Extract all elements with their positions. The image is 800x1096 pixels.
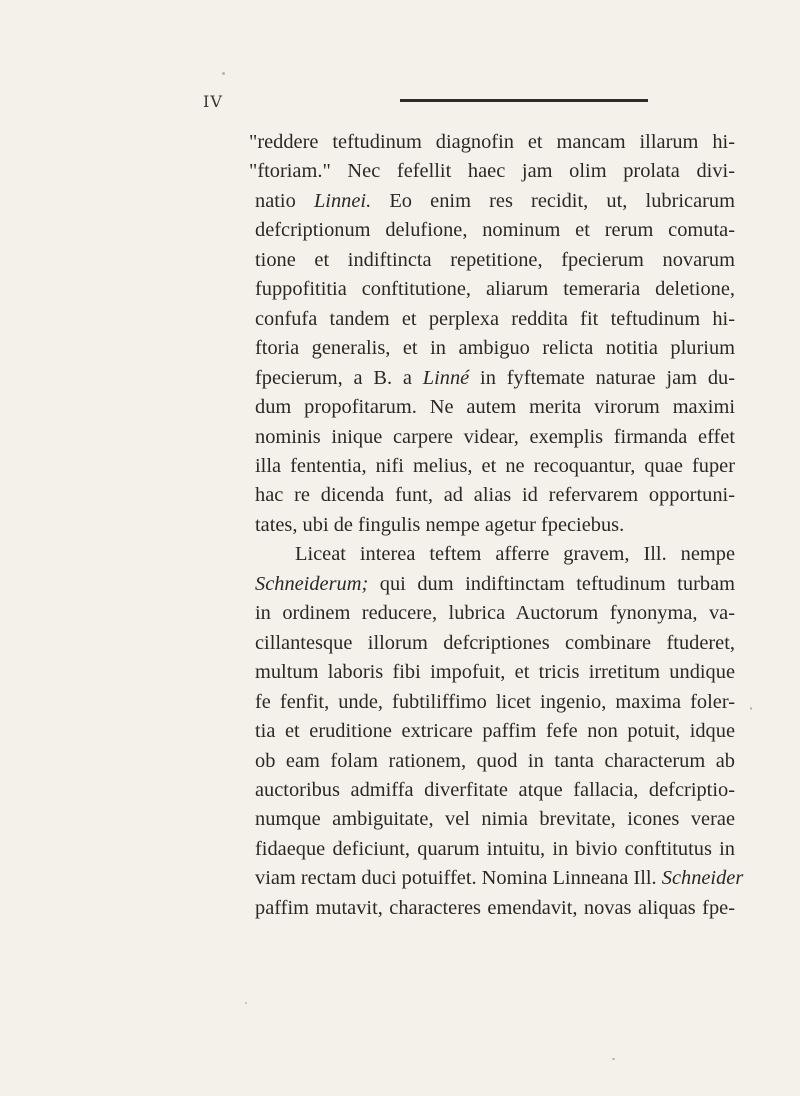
text-segment: numque ambiguitate, vel nimia brevitate, icones verae bbox=[255, 808, 735, 831]
text-line bbox=[255, 688, 735, 717]
text-segment: dum propofitarum. Ne autem merita virorum maximi bbox=[255, 396, 735, 419]
text-segment: viam rectam duci potuiffet. Nomina Linneana Ill. bbox=[255, 867, 662, 890]
text-line bbox=[255, 481, 735, 510]
text-line bbox=[255, 864, 744, 893]
text-line bbox=[255, 423, 735, 452]
text-segment: tione et indiftincta repetitione, fpecierum novarum bbox=[255, 248, 735, 271]
text-segment: fpecierum, a B. a bbox=[255, 366, 423, 389]
text-line bbox=[255, 835, 735, 864]
text-line bbox=[255, 275, 735, 304]
text-segment: hac re dicenda funt, ad alias id refervarem opportuni- bbox=[255, 484, 735, 507]
text-line bbox=[255, 187, 735, 216]
text-segment: ftoria generalis, et in ambiguo relicta notitia plurium bbox=[255, 337, 735, 360]
text-line bbox=[255, 364, 735, 393]
text-line bbox=[255, 599, 735, 628]
text-line bbox=[255, 658, 735, 687]
text-segment: illa fententia, nifi melius, et ne recoquantur, quae fuper bbox=[255, 454, 735, 477]
text-segment: tates, ubi de fingulis nempe agetur fpeciebus. bbox=[255, 513, 625, 536]
text-line bbox=[255, 776, 735, 805]
text-segment: fidaeque deficiunt, quarum intuitu, in bivio conftitutus in bbox=[255, 837, 735, 860]
text-segment: nominis inique carpere videar, exemplis firmanda effet bbox=[255, 425, 735, 448]
italic-name: Linné bbox=[422, 366, 470, 389]
body-text bbox=[249, 128, 744, 923]
paper-speck bbox=[612, 1058, 615, 1060]
header-rule bbox=[400, 99, 648, 102]
paper-speck bbox=[222, 72, 225, 75]
italic-name: Schneiderum; bbox=[255, 572, 369, 595]
text-segment: natio bbox=[255, 189, 314, 212]
text-line bbox=[255, 216, 735, 245]
page-number: IV bbox=[203, 92, 223, 111]
text-line bbox=[255, 540, 735, 569]
text-line bbox=[255, 246, 735, 275]
text-line bbox=[255, 717, 735, 746]
text-line bbox=[255, 452, 735, 481]
text-segment: confufa tandem et perplexa reddita fit teftudinum hi- bbox=[255, 307, 735, 330]
text-segment: tia et eruditione extricare paffim fefe non potuit, idque bbox=[255, 720, 735, 743]
text-segment: "ftoriam." Nec fefellit haec jam olim prolata divi- bbox=[249, 160, 735, 183]
text-line bbox=[255, 334, 735, 363]
text-line bbox=[255, 393, 735, 422]
italic-name: Schneider bbox=[661, 867, 744, 890]
text-segment: multum laboris fibi impofuit, et tricis irretitum undique bbox=[255, 661, 735, 684]
text-line bbox=[255, 305, 735, 334]
text-segment: cillantesque illorum defcriptiones combinare ftuderet, bbox=[255, 631, 735, 654]
text-segment: defcriptionum delufione, nominum et rerum comuta- bbox=[255, 219, 735, 242]
text-line bbox=[255, 805, 735, 834]
text-segment: ob eam folam rationem, quod in tanta characterum ab bbox=[255, 749, 735, 772]
text-segment: in fyftemate naturae jam du- bbox=[469, 366, 735, 389]
text-line bbox=[249, 128, 735, 157]
text-segment: paffim mutavit, characteres emendavit, novas aliquas fpe- bbox=[255, 896, 735, 919]
text-line bbox=[255, 629, 735, 658]
text-line bbox=[249, 157, 735, 186]
text-segment: Liceat interea teftem afferre gravem, Ill. nempe bbox=[295, 543, 735, 566]
paper-speck bbox=[750, 707, 752, 710]
text-line bbox=[255, 747, 735, 776]
text-segment: in ordinem reducere, lubrica Auctorum fynonyma, va- bbox=[255, 602, 735, 625]
text-segment: Eo enim res recidit, ut, lubricarum bbox=[371, 189, 735, 212]
text-line bbox=[255, 894, 735, 923]
text-segment: fuppofititia conftitutione, aliarum temeraria deletione, bbox=[255, 278, 735, 301]
text-segment: fe fenfit, unde, fubtiliffimo licet ingenio, maxima foler- bbox=[255, 690, 735, 713]
text-segment: qui dum indiftinctam teftudinum turbam bbox=[368, 572, 735, 595]
text-line bbox=[255, 511, 735, 540]
paper-speck bbox=[245, 1002, 247, 1004]
text-segment: auctoribus admiffa diverfitate atque fallacia, defcriptio- bbox=[255, 778, 735, 801]
text-line bbox=[255, 570, 735, 599]
italic-name: Linnei. bbox=[313, 189, 372, 212]
text-segment: "reddere teftudinum diagnofin et mancam illarum hi- bbox=[249, 131, 735, 153]
